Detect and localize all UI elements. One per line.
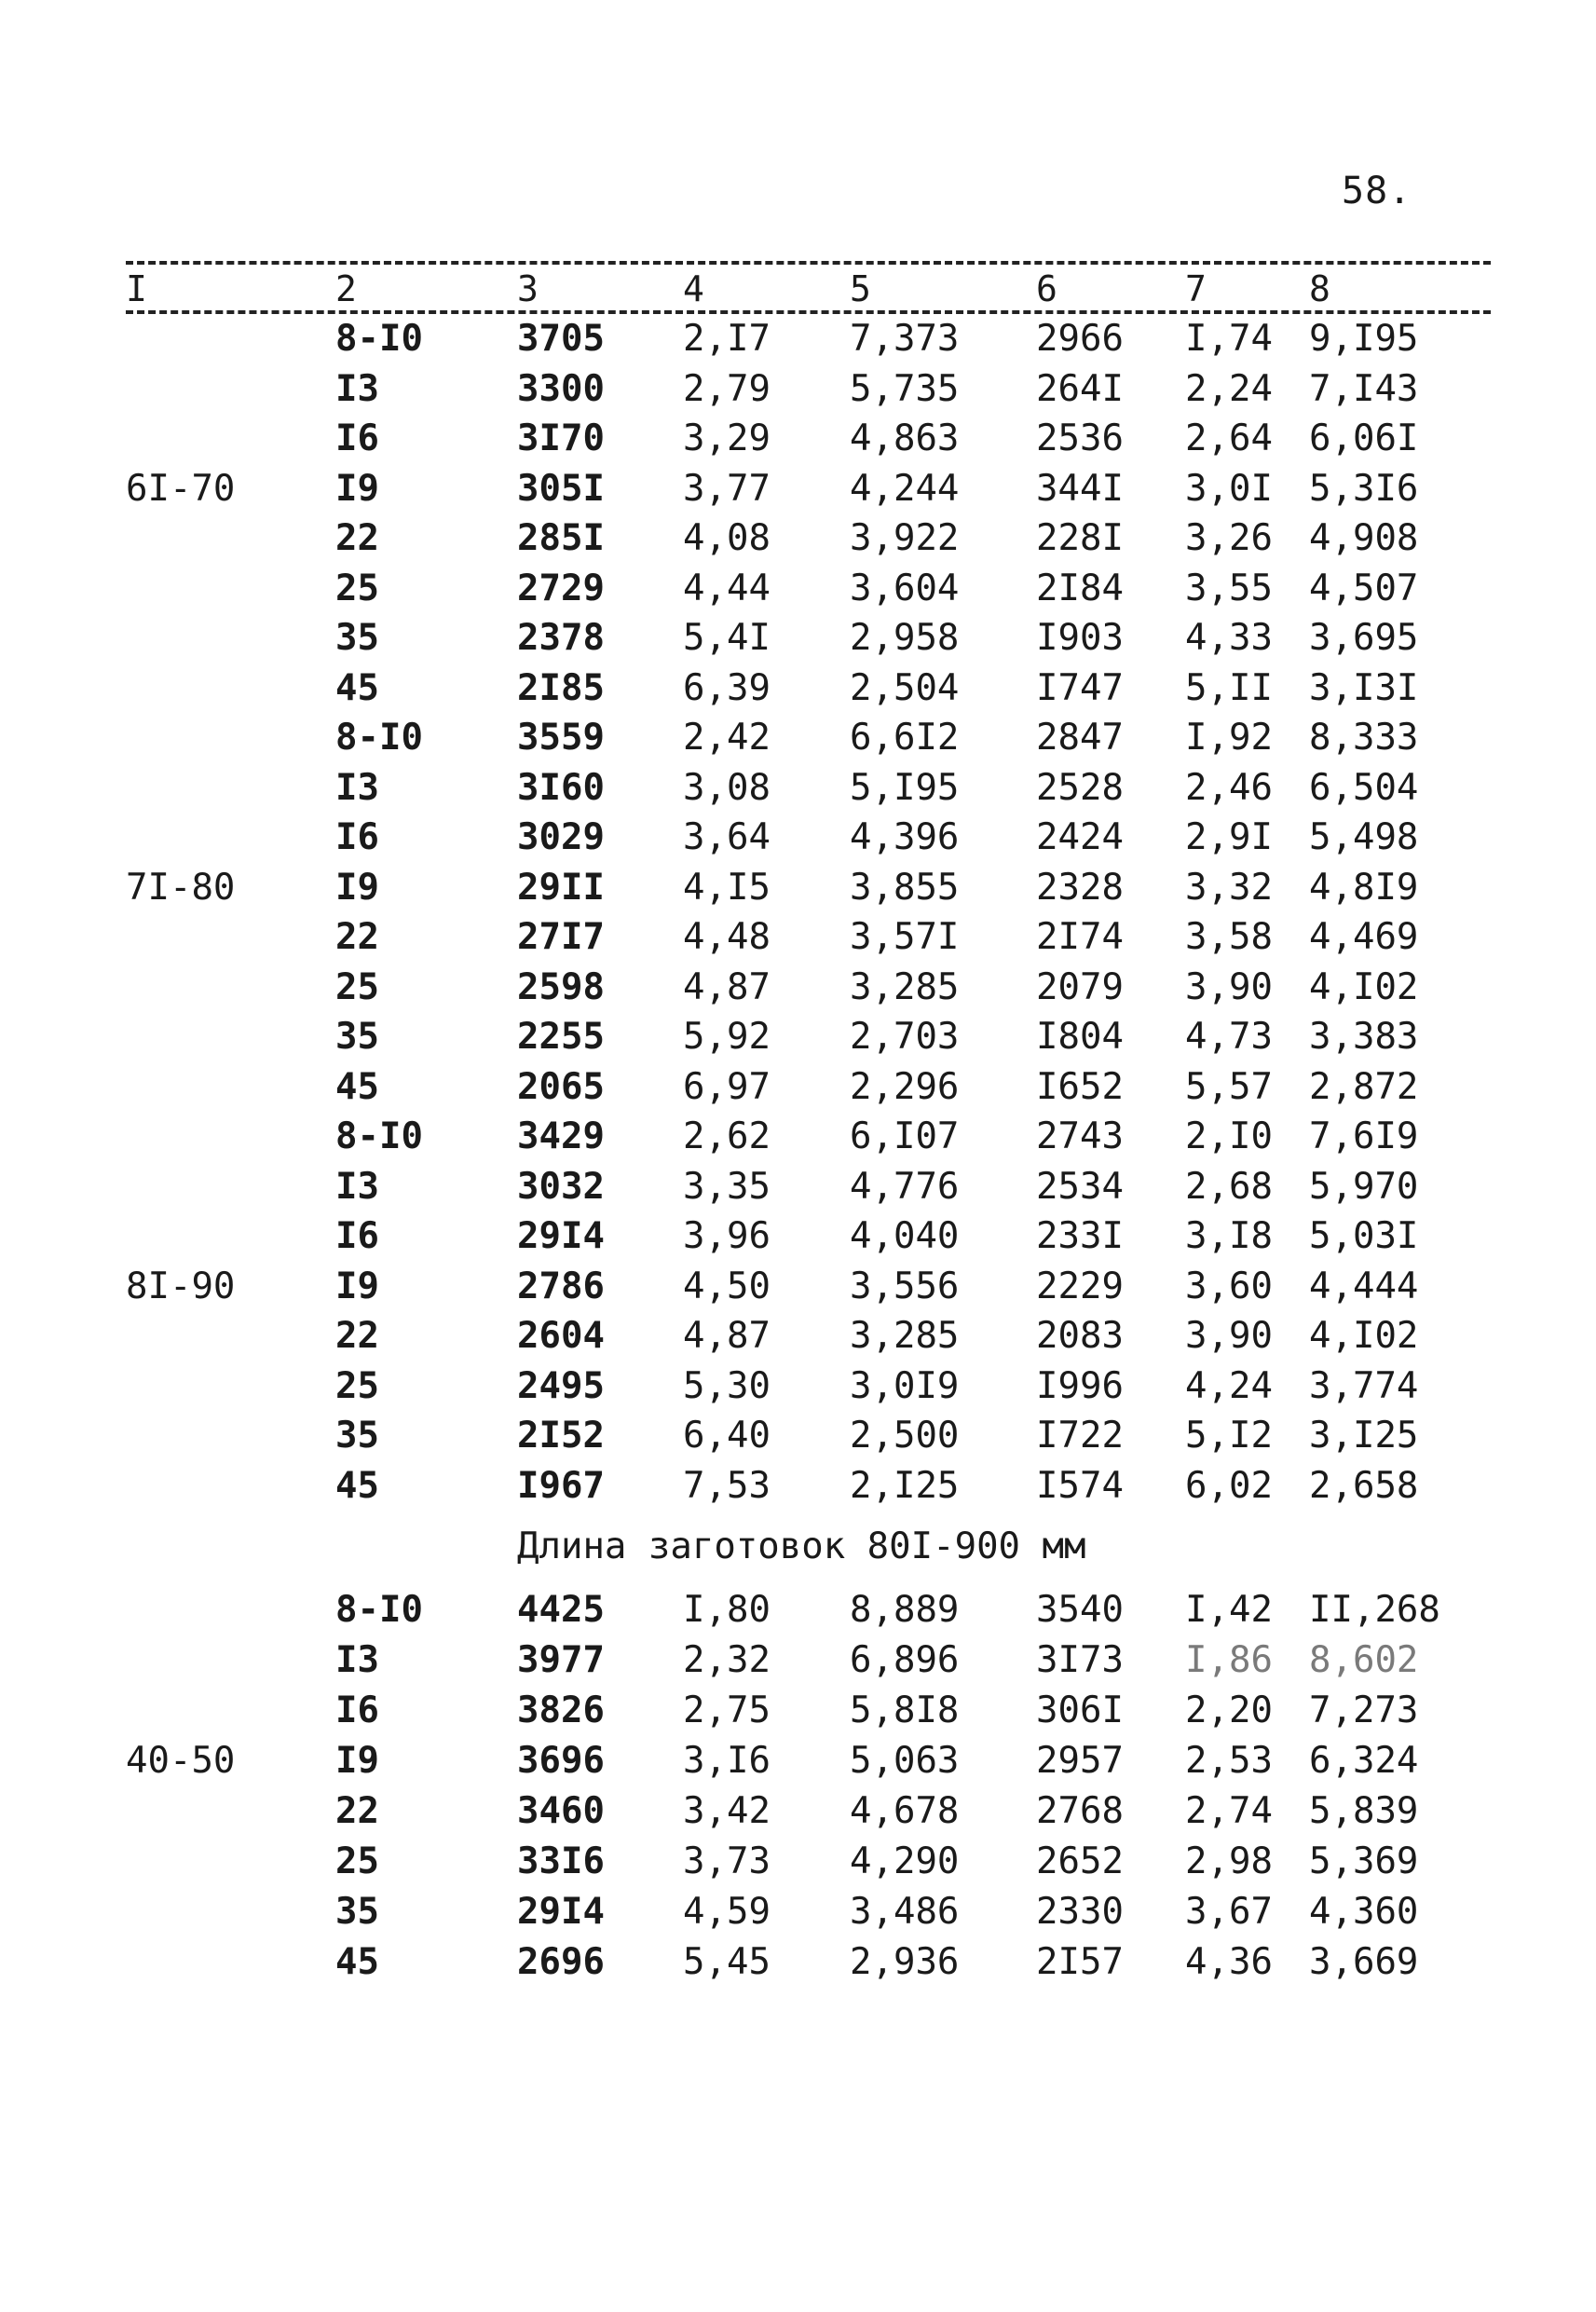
col6-cell: I574	[1036, 1464, 1124, 1507]
col5-cell: 4,040	[850, 1215, 960, 1257]
col3-cell: 27I7	[517, 916, 605, 958]
thickness-cell: I9	[335, 1265, 379, 1307]
col3-cell: 2495	[517, 1364, 605, 1407]
col5-cell: 7,373	[850, 318, 960, 360]
col3-cell: 3032	[517, 1165, 605, 1208]
col7-cell: 2,20	[1185, 1690, 1273, 1731]
col8-cell: 5,369	[1309, 1840, 1419, 1882]
col5-cell: 2,296	[850, 1065, 960, 1108]
col4-cell: 3,64	[683, 816, 771, 858]
col6-cell: 2768	[1036, 1790, 1124, 1832]
col3-cell: 285I	[517, 517, 605, 559]
col7-cell: 3,90	[1185, 1315, 1273, 1357]
table-row	[0, 664, 1596, 713]
thickness-cell: 35	[335, 1891, 379, 1933]
table-row	[0, 364, 1596, 414]
thickness-cell: 45	[335, 1065, 379, 1108]
col6-cell: I903	[1036, 617, 1124, 659]
thickness-cell: 8-I0	[335, 318, 423, 360]
col7-cell: 5,II	[1185, 666, 1273, 709]
col3-cell: 29I4	[517, 1215, 605, 1257]
col6-cell: 228I	[1036, 517, 1124, 559]
table-row	[0, 1012, 1596, 1061]
table-row	[0, 1837, 1596, 1886]
col4-cell: 5,45	[683, 1941, 771, 1983]
col6-cell: 306I	[1036, 1690, 1124, 1731]
col3-cell: 3460	[517, 1790, 605, 1832]
col8-cell: 5,839	[1309, 1790, 1419, 1832]
table-row	[0, 1411, 1596, 1460]
col4-cell: 2,62	[683, 1115, 771, 1157]
col8-cell: 5,3I6	[1309, 467, 1419, 510]
col6-cell: 2I84	[1036, 567, 1124, 609]
col4-cell: 4,59	[683, 1891, 771, 1933]
table-row	[0, 1686, 1596, 1735]
col3-cell: 3705	[517, 318, 605, 360]
thickness-cell: I6	[335, 1690, 379, 1731]
col7-cell: 4,36	[1185, 1941, 1273, 1983]
col3-cell: 3559	[517, 717, 605, 759]
col5-cell: 8,889	[850, 1589, 960, 1631]
table-row	[0, 1262, 1596, 1311]
col3-cell: 2I85	[517, 666, 605, 709]
thickness-cell: 45	[335, 666, 379, 709]
col8-cell: 5,498	[1309, 816, 1419, 858]
col3-cell: 305I	[517, 467, 605, 510]
table-row	[0, 513, 1596, 563]
col7-cell: 3,I8	[1185, 1215, 1273, 1257]
col3-cell: 2378	[517, 617, 605, 659]
col7-cell: 4,73	[1185, 1016, 1273, 1058]
header-col-4: 4	[683, 268, 704, 309]
col8-cell: 3,I3I	[1309, 666, 1419, 709]
col3-cell: 4425	[517, 1589, 605, 1631]
col5-cell: 4,396	[850, 816, 960, 858]
header-col-7: 7	[1185, 268, 1207, 309]
col5-cell: 2,958	[850, 617, 960, 659]
col5-cell: 2,I25	[850, 1464, 960, 1507]
col7-cell: 4,33	[1185, 617, 1273, 659]
col3-cell: 29I4	[517, 1891, 605, 1933]
col7-cell: 4,24	[1185, 1364, 1273, 1407]
col8-cell: 2,872	[1309, 1065, 1419, 1108]
col8-cell: 4,444	[1309, 1265, 1419, 1307]
col5-cell: 3,922	[850, 517, 960, 559]
thickness-cell: 25	[335, 1364, 379, 1407]
col3-cell: 2598	[517, 965, 605, 1008]
col7-cell: 3,60	[1185, 1265, 1273, 1307]
col5-cell: 4,776	[850, 1165, 960, 1208]
col3-cell: 2255	[517, 1016, 605, 1058]
thickness-cell: I9	[335, 866, 379, 909]
col7-cell: 2,9I	[1185, 816, 1273, 858]
col8-cell: 3,669	[1309, 1941, 1419, 1983]
table-row	[0, 1736, 1596, 1785]
col5-cell: 5,735	[850, 367, 960, 410]
col8-cell: II,268	[1309, 1589, 1440, 1631]
thickness-cell: I6	[335, 1215, 379, 1257]
table-row	[0, 1211, 1596, 1261]
col8-cell: 4,507	[1309, 567, 1419, 609]
col5-cell: 3,0I9	[850, 1364, 960, 1407]
table-row	[0, 1112, 1596, 1161]
col6-cell: 3540	[1036, 1589, 1124, 1631]
col4-cell: 4,I5	[683, 866, 771, 909]
col4-cell: 6,40	[683, 1415, 771, 1457]
col4-cell: 5,4I	[683, 617, 771, 659]
table-row	[0, 314, 1596, 363]
table-row	[0, 564, 1596, 613]
col6-cell: 344I	[1036, 467, 1124, 510]
col4-cell: 4,08	[683, 517, 771, 559]
col8-cell: 5,03I	[1309, 1215, 1419, 1257]
col6-cell: 2I57	[1036, 1941, 1124, 1983]
col6-cell: 233I	[1036, 1215, 1124, 1257]
col6-cell: 2528	[1036, 766, 1124, 809]
col6-cell: 2966	[1036, 318, 1124, 360]
page-number: 58.	[1342, 170, 1412, 212]
thickness-cell: 25	[335, 965, 379, 1008]
col4-cell: 3,96	[683, 1215, 771, 1257]
col5-cell: 3,486	[850, 1891, 960, 1933]
col4-cell: 3,08	[683, 766, 771, 809]
col6-cell: 2079	[1036, 965, 1124, 1008]
col4-cell: 6,39	[683, 666, 771, 709]
col7-cell: 2,46	[1185, 766, 1273, 809]
col6-cell: 2847	[1036, 717, 1124, 759]
section-caption: Длина заготовок 80I-900 мм	[517, 1525, 1086, 1567]
col3-cell: 3I60	[517, 766, 605, 809]
thickness-cell: 22	[335, 1315, 379, 1357]
thickness-cell: I3	[335, 367, 379, 410]
col5-cell: 6,6I2	[850, 717, 960, 759]
col8-cell: 3,I25	[1309, 1415, 1419, 1457]
col6-cell: I804	[1036, 1016, 1124, 1058]
col3-cell: 3I70	[517, 417, 605, 459]
col3-cell: 3977	[517, 1639, 605, 1681]
table-row	[0, 813, 1596, 862]
col5-cell: 5,I95	[850, 766, 960, 809]
col6-cell: 2534	[1036, 1165, 1124, 1208]
col6-cell: I722	[1036, 1415, 1124, 1457]
col6-cell: I996	[1036, 1364, 1124, 1407]
col8-cell: 2,658	[1309, 1464, 1419, 1507]
col8-cell: 3,383	[1309, 1016, 1419, 1058]
col4-cell: 3,73	[683, 1840, 771, 1882]
table-row	[0, 1937, 1596, 1987]
table-row	[0, 1162, 1596, 1211]
col6-cell: 2957	[1036, 1740, 1124, 1782]
table-row	[0, 613, 1596, 663]
header-rule-top	[126, 261, 1491, 265]
col8-cell: 6,504	[1309, 766, 1419, 809]
col4-cell: 3,35	[683, 1165, 771, 1208]
col4-cell: 2,42	[683, 717, 771, 759]
col4-cell: 3,29	[683, 417, 771, 459]
col7-cell: 2,I0	[1185, 1115, 1273, 1157]
col7-cell: I,86	[1185, 1639, 1273, 1681]
col7-cell: 3,26	[1185, 517, 1273, 559]
col8-cell: 4,I02	[1309, 1315, 1419, 1357]
thickness-cell: 35	[335, 1415, 379, 1457]
col3-cell: 3429	[517, 1115, 605, 1157]
col7-cell: I,42	[1185, 1589, 1273, 1631]
header-col-6: 6	[1036, 268, 1057, 309]
header-col-1: I	[126, 268, 147, 309]
thickness-cell: I6	[335, 417, 379, 459]
thickness-cell: 22	[335, 1790, 379, 1832]
col4-cell: 6,97	[683, 1065, 771, 1108]
col4-cell: I,80	[683, 1589, 771, 1631]
col5-cell: 5,8I8	[850, 1690, 960, 1731]
col5-cell: 3,57I	[850, 916, 960, 958]
col6-cell: 2743	[1036, 1115, 1124, 1157]
table-row	[0, 963, 1596, 1012]
col6-cell: 2330	[1036, 1891, 1124, 1933]
col6-cell: 2I74	[1036, 916, 1124, 958]
thickness-cell: 8-I0	[335, 1589, 423, 1631]
thickness-cell: 35	[335, 617, 379, 659]
col6-cell: 2424	[1036, 816, 1124, 858]
col3-cell: 2696	[517, 1941, 605, 1983]
col3-cell: 2I52	[517, 1415, 605, 1457]
col5-cell: 6,I07	[850, 1115, 960, 1157]
thickness-cell: I3	[335, 1639, 379, 1681]
col6-cell: 2536	[1036, 417, 1124, 459]
col3-cell: 2065	[517, 1065, 605, 1108]
col7-cell: 3,67	[1185, 1891, 1273, 1933]
col5-cell: 2,936	[850, 1941, 960, 1983]
thickness-cell: 22	[335, 916, 379, 958]
col7-cell: 3,58	[1185, 916, 1273, 958]
col8-cell: 4,360	[1309, 1891, 1419, 1933]
col4-cell: 4,44	[683, 567, 771, 609]
group-cell: 40-50	[126, 1740, 236, 1782]
col4-cell: 3,I6	[683, 1740, 771, 1782]
col5-cell: 3,604	[850, 567, 960, 609]
col6-cell: 264I	[1036, 367, 1124, 410]
col6-cell: 3I73	[1036, 1639, 1124, 1681]
table-row	[0, 1461, 1596, 1511]
col3-cell: 33I6	[517, 1840, 605, 1882]
thickness-cell: I9	[335, 1740, 379, 1782]
col4-cell: 4,87	[683, 965, 771, 1008]
header-col-5: 5	[850, 268, 871, 309]
table-header	[0, 268, 1596, 309]
col3-cell: 3300	[517, 367, 605, 410]
col3-cell: 2786	[517, 1265, 605, 1307]
header-col-2: 2	[335, 268, 357, 309]
col4-cell: 2,79	[683, 367, 771, 410]
col8-cell: 7,I43	[1309, 367, 1419, 410]
col7-cell: 6,02	[1185, 1464, 1273, 1507]
col5-cell: 5,063	[850, 1740, 960, 1782]
col6-cell: 2652	[1036, 1840, 1124, 1882]
col7-cell: 2,98	[1185, 1840, 1273, 1882]
col5-cell: 4,863	[850, 417, 960, 459]
col5-cell: 3,855	[850, 866, 960, 909]
thickness-cell: 25	[335, 567, 379, 609]
col5-cell: 6,896	[850, 1639, 960, 1681]
col7-cell: 2,68	[1185, 1165, 1273, 1208]
col7-cell: 5,I2	[1185, 1415, 1273, 1457]
table-row	[0, 1635, 1596, 1685]
col8-cell: 7,6I9	[1309, 1115, 1419, 1157]
col7-cell: 2,74	[1185, 1790, 1273, 1832]
col8-cell: 4,908	[1309, 517, 1419, 559]
thickness-cell: I6	[335, 816, 379, 858]
col4-cell: 4,50	[683, 1265, 771, 1307]
col4-cell: 2,32	[683, 1639, 771, 1681]
col6-cell: 2229	[1036, 1265, 1124, 1307]
table-row	[0, 1585, 1596, 1635]
col8-cell: 4,8I9	[1309, 866, 1419, 909]
thickness-cell: 25	[335, 1840, 379, 1882]
thickness-cell: 45	[335, 1941, 379, 1983]
thickness-cell: I9	[335, 467, 379, 510]
col4-cell: 5,30	[683, 1364, 771, 1407]
col8-cell: 8,602	[1309, 1639, 1419, 1681]
col8-cell: 5,970	[1309, 1165, 1419, 1208]
col3-cell: 2604	[517, 1315, 605, 1357]
col3-cell: 2729	[517, 567, 605, 609]
col5-cell: 4,290	[850, 1840, 960, 1882]
col5-cell: 3,285	[850, 965, 960, 1008]
thickness-cell: 22	[335, 517, 379, 559]
thickness-cell: 35	[335, 1016, 379, 1058]
col8-cell: 4,469	[1309, 916, 1419, 958]
col8-cell: 4,I02	[1309, 965, 1419, 1008]
table-row	[0, 713, 1596, 762]
table-row	[0, 414, 1596, 463]
col8-cell: 7,273	[1309, 1690, 1419, 1731]
col4-cell: 4,48	[683, 916, 771, 958]
thickness-cell: 45	[335, 1464, 379, 1507]
col7-cell: 3,0I	[1185, 467, 1273, 510]
col4-cell: 7,53	[683, 1464, 771, 1507]
group-cell: 6I-70	[126, 467, 236, 510]
col8-cell: 3,774	[1309, 1364, 1419, 1407]
header-col-8: 8	[1309, 268, 1330, 309]
col7-cell: 3,32	[1185, 866, 1273, 909]
col8-cell: 8,333	[1309, 717, 1419, 759]
table-row	[0, 1361, 1596, 1411]
table-row	[0, 464, 1596, 513]
table-row	[0, 763, 1596, 813]
col3-cell: 29II	[517, 866, 605, 909]
col4-cell: 4,87	[683, 1315, 771, 1357]
col8-cell: 9,I95	[1309, 318, 1419, 360]
table-row	[0, 1311, 1596, 1361]
col5-cell: 2,504	[850, 666, 960, 709]
group-cell: 8I-90	[126, 1265, 236, 1307]
col6-cell: 2328	[1036, 866, 1124, 909]
col7-cell: 5,57	[1185, 1065, 1273, 1108]
col7-cell: 3,90	[1185, 965, 1273, 1008]
col3-cell: 3696	[517, 1740, 605, 1782]
col3-cell: 3029	[517, 816, 605, 858]
thickness-cell: I3	[335, 1165, 379, 1208]
col7-cell: 2,64	[1185, 417, 1273, 459]
thickness-cell: 8-I0	[335, 717, 423, 759]
col5-cell: 4,244	[850, 467, 960, 510]
col5-cell: 3,556	[850, 1265, 960, 1307]
col7-cell: 3,55	[1185, 567, 1273, 609]
col8-cell: 6,06I	[1309, 417, 1419, 459]
col7-cell: I,92	[1185, 717, 1273, 759]
col6-cell: 2083	[1036, 1315, 1124, 1357]
thickness-cell: I3	[335, 766, 379, 809]
header-col-3: 3	[517, 268, 539, 309]
col4-cell: 2,I7	[683, 318, 771, 360]
col4-cell: 3,77	[683, 467, 771, 510]
col3-cell: 3826	[517, 1690, 605, 1731]
col5-cell: 2,703	[850, 1016, 960, 1058]
col5-cell: 2,500	[850, 1415, 960, 1457]
col6-cell: I747	[1036, 666, 1124, 709]
col4-cell: 5,92	[683, 1016, 771, 1058]
table-row	[0, 912, 1596, 962]
col8-cell: 6,324	[1309, 1740, 1419, 1782]
col5-cell: 3,285	[850, 1315, 960, 1357]
col4-cell: 2,75	[683, 1690, 771, 1731]
table-row	[0, 1062, 1596, 1112]
col4-cell: 3,42	[683, 1790, 771, 1832]
col7-cell: 2,53	[1185, 1740, 1273, 1782]
col5-cell: 4,678	[850, 1790, 960, 1832]
col3-cell: I967	[517, 1464, 605, 1507]
col7-cell: I,74	[1185, 318, 1273, 360]
thickness-cell: 8-I0	[335, 1115, 423, 1157]
table-row	[0, 1786, 1596, 1836]
group-cell: 7I-80	[126, 866, 236, 909]
table-row	[0, 863, 1596, 912]
col7-cell: 2,24	[1185, 367, 1273, 410]
table-row	[0, 1887, 1596, 1936]
col6-cell: I652	[1036, 1065, 1124, 1108]
col8-cell: 3,695	[1309, 617, 1419, 659]
